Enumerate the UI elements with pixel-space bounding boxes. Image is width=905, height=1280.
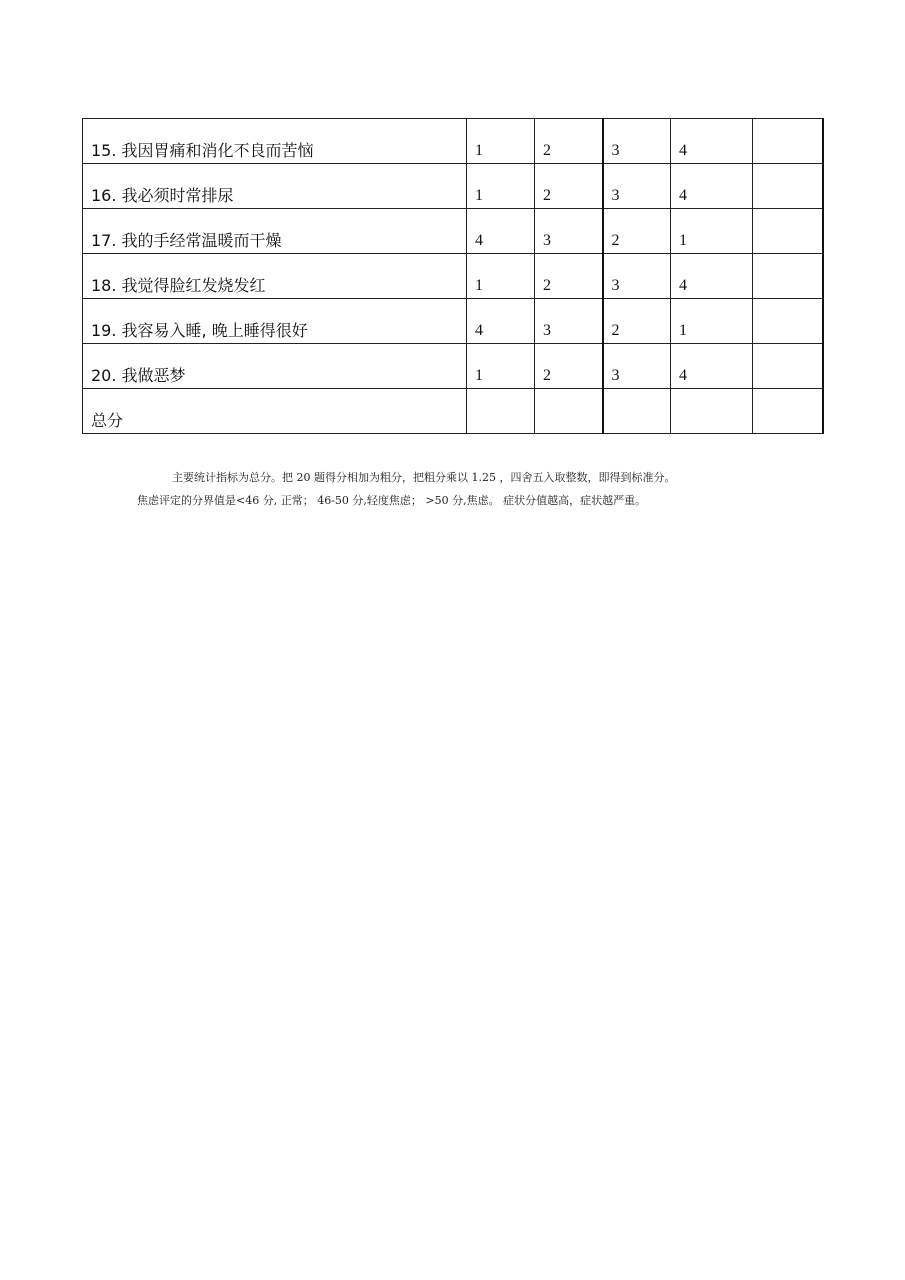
cutoff-note: 焦虑评定的分界值是<46 分, 正常； 46-50 分,轻度焦虑； >50 分,焦虑。 症状分值越高，症状越严重。 bbox=[137, 494, 647, 507]
score-cell: 1 bbox=[671, 299, 753, 344]
score-cell: 4 bbox=[467, 209, 535, 254]
item-text: 16. 我必须时常排尿 bbox=[83, 164, 467, 209]
score-cell: 3 bbox=[535, 209, 603, 254]
blank-score-cell bbox=[753, 254, 823, 299]
score-cell: 1 bbox=[671, 209, 753, 254]
score-cell: 4 bbox=[671, 254, 753, 299]
item-text: 17. 我的手经常温暖而干燥 bbox=[83, 209, 467, 254]
table-row bbox=[83, 344, 823, 389]
score-cell: 3 bbox=[603, 164, 671, 209]
blank-score-cell bbox=[753, 209, 823, 254]
item-text: 15. 我因胃痛和消化不良而苦恼 bbox=[83, 119, 467, 164]
blank-score-cell bbox=[753, 164, 823, 209]
item-text: 20. 我做恶梦 bbox=[83, 344, 467, 389]
blank-score-cell bbox=[753, 344, 823, 389]
scoring-note: 主要统计指标为总分。把 20 题得分相加为粗分，把粗分乘以 1.25 ，四舍五入取整数，即得到标准分。 bbox=[172, 471, 676, 484]
score-cell: 4 bbox=[671, 164, 753, 209]
score-cell: 4 bbox=[671, 344, 753, 389]
score-cell: 2 bbox=[603, 299, 671, 344]
table-row bbox=[83, 299, 823, 344]
score-cell: 1 bbox=[467, 164, 535, 209]
table-row bbox=[83, 209, 823, 254]
score-cell: 2 bbox=[535, 164, 603, 209]
score-cell: 4 bbox=[671, 119, 753, 164]
table-row bbox=[83, 254, 823, 299]
blank-score-cell bbox=[753, 119, 823, 164]
total-label: 总分 bbox=[83, 389, 467, 434]
score-cell: 2 bbox=[535, 254, 603, 299]
score-cell: 3 bbox=[603, 254, 671, 299]
score-cell: 3 bbox=[603, 119, 671, 164]
score-cell: 3 bbox=[535, 299, 603, 344]
score-cell: 1 bbox=[467, 119, 535, 164]
table-row bbox=[83, 164, 823, 209]
blank-score-cell bbox=[467, 389, 535, 434]
item-text: 18. 我觉得脸红发烧发红 bbox=[83, 254, 467, 299]
score-cell: 2 bbox=[535, 344, 603, 389]
table-row bbox=[83, 119, 823, 164]
blank-score-cell bbox=[603, 389, 671, 434]
score-cell: 4 bbox=[467, 299, 535, 344]
score-cell: 1 bbox=[467, 254, 535, 299]
score-cell: 1 bbox=[467, 344, 535, 389]
item-text: 19. 我容易入睡, 晚上睡得很好 bbox=[83, 299, 467, 344]
blank-score-cell bbox=[753, 389, 823, 434]
total-row bbox=[83, 389, 823, 434]
score-cell: 2 bbox=[603, 209, 671, 254]
score-cell: 2 bbox=[535, 119, 603, 164]
anxiety-score-table bbox=[82, 118, 824, 434]
score-cell: 3 bbox=[603, 344, 671, 389]
blank-score-cell bbox=[535, 389, 603, 434]
blank-score-cell bbox=[753, 299, 823, 344]
blank-score-cell bbox=[671, 389, 753, 434]
